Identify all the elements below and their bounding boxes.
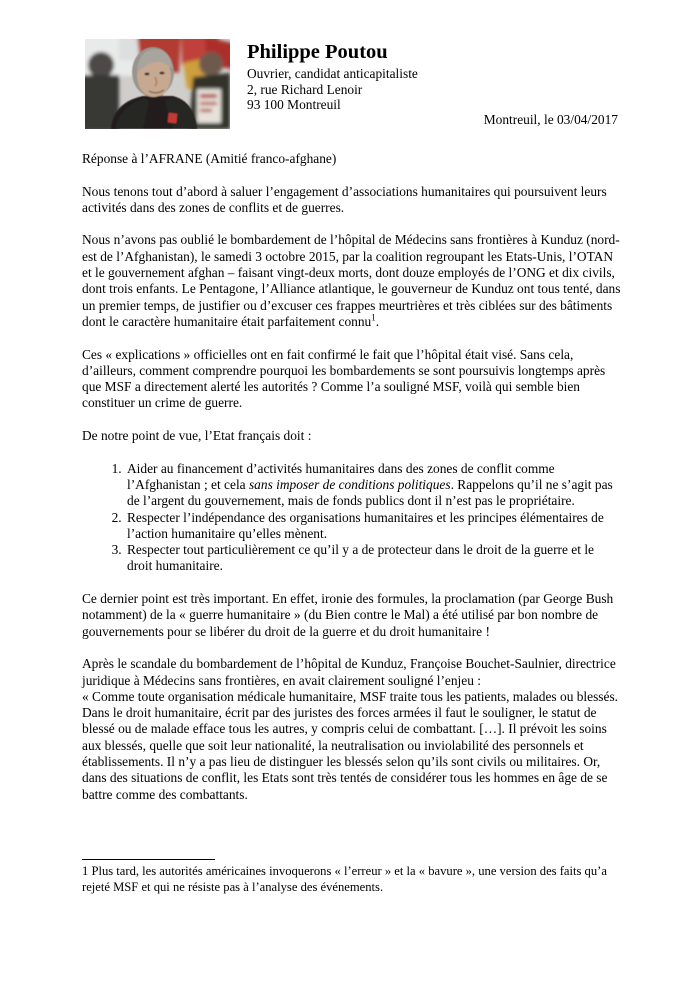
sender-name: Philippe Poutou	[247, 41, 388, 63]
list-item-1-italic: sans imposer de conditions politiques	[248, 476, 451, 492]
paragraph-1: Nous tenons tout d’abord à saluer l’engagement d’associations humanitaires qui poursuivent leurs activités dans des zones de conflits et de guerres.	[82, 183, 607, 215]
paragraph-4: De notre point de vue, l’Etat français doit :	[82, 428, 312, 444]
footnote-text: 1 Plus tard, les autorités américaines invoquerons « l’erreur » et la « bavure », une version des faits qu’a rejeté MSF et qui ne résiste pas à l’analyse des événements.	[82, 864, 607, 894]
paragraph-2	[82, 232, 622, 330]
paragraph-2-end: .	[375, 313, 380, 329]
paragraph-5: Ce dernier point est très important. En effet, ironie des formules, la proclamation (par George Bush notamment) de la « guerre humanitaire » (du Bien contre le Mal) a été utilisé par bon nombre de gouvernements pour se libérer du droit de la guerre et du droit humanitaire !	[82, 591, 614, 639]
list-item-2: 2. Respecter l’indépendance des organisations humanitaires et les principes élémentaires de l’action humanitaire qu’elles mènent.	[125, 510, 622, 543]
sender-street: 2, rue Richard Lenoir	[247, 81, 363, 97]
paragraph-6-intro: Après le scandale du bombardement de l’hôpital de Kunduz, Françoise Bouchet-Saulnier, directrice juridique à Médecins sans frontières, en avait clairement souligné l’enjeu :	[82, 656, 616, 688]
paragraph-2-text: Nous n’avons pas oublié le bombardement de l’hôpital de Médecins sans frontières à Kunduz (nord-est de l’Afghanistan), le samedi 3 octobre 2015, par la coalition regroupant les Etats-Unis, l’OTAN et le gouvernement afghan – faisant vingt-deux morts, dont douze employés de l’ONG et dix civils, dont trois enfants. Le Pentagone, l’Alliance atlantique, le gouverneur de Kunduz ont tous tenté, dans un premier temps, de justifier ou d’excuser ces frappes meurtrières et très ciblées sur des bâtiments dont le caractère humanitaire était parfaitement connu	[82, 232, 621, 329]
footnote-reference: 1	[371, 312, 376, 323]
subject-line: Réponse à l’AFRANE (Amitié franco-afghane)	[82, 151, 337, 166]
sender-city: 93 100 Montreuil	[247, 97, 341, 113]
list-item-1-before: Aider au financement d’activités humanitaires dans des zones de conflit comme l’Afghanistan ; et cela	[127, 460, 555, 492]
paragraph-6	[82, 656, 622, 803]
list-item-1-after: . Rappelons qu’il ne s’agit pas de l’argent du gouvernement, mais de fonds publics dont il n’est pas le propriétaire.	[127, 476, 613, 509]
letter-body	[82, 151, 622, 819]
date-line: Montreuil, le 03/04/2017	[483, 112, 618, 127]
list-item-1	[125, 461, 622, 510]
paragraph-6-quote: « Comme toute organisation médicale humanitaire, MSF traite tous les patients, malades ou blessés. Dans le droit humanitaire, écrit par des juristes des forces armées il faut le souligner, le statut de blessé ou de malade efface tous les autres, y compris celui de combattant. […]. Il prévoit les soins aux blessés, quelle que soit leur nationalité, la neutralisation ou inviolabilité des personnels et établissements. Il n’y a pas lieu de distinguer les blessés selon qu’ils sont civils ou militaires. Or, dans des situations de conflit, les Etats sont très tentés de considérer tous les hommes en âge de se battre comme des combattants.	[82, 688, 619, 802]
paragraph-3: Ces « explications » officielles ont en fait confirmé le fait que l’hôpital était visé. Sans cela, d’ailleurs, comment comprendre pourquoi les bombardements se sont poursuivis longtemps après que MSF a directement alerté les autorités ? Comme l’a souligné MSF, voilà qui semble bien constituer un crime de guerre.	[82, 346, 606, 411]
footnote-separator	[82, 859, 215, 860]
list-item-3: 3. Respecter tout particulièrement ce qu’il y a de protecteur dans le droit de la guerre et le droit humanitaire.	[125, 542, 622, 575]
sender-block	[247, 40, 547, 113]
demands-list	[82, 461, 622, 575]
sender-role: Ouvrier, candidat anticapitaliste	[247, 66, 418, 81]
footnote-block	[82, 859, 622, 895]
